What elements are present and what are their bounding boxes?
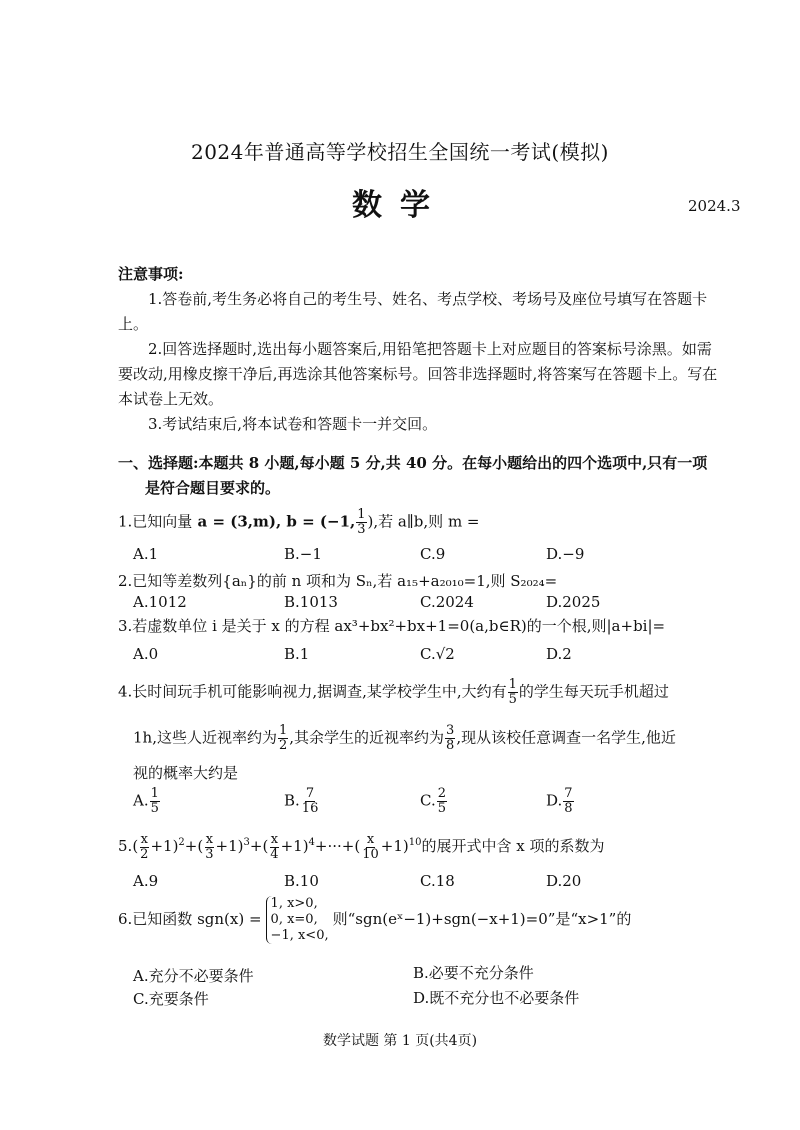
exam-date: 2024.3 — [688, 197, 741, 215]
q5-t1-sep: + — [184, 837, 198, 855]
q4-line2-a: 1h,这些人近视率约为 — [133, 728, 277, 747]
q4-opt-a-label: A. — [133, 791, 149, 810]
q5-t2-close: +1) — [215, 837, 244, 855]
q4-opt-d-label: D. — [546, 791, 563, 810]
q6-case-2: 0, x=0, — [270, 912, 318, 927]
q1-pre: 1.已知向量 — [118, 512, 193, 531]
q2-option-c: C.2024 — [420, 593, 474, 611]
q4-f1-den: 5 — [508, 692, 517, 707]
section-heading-line1: 一、选择题:本题共 8 小题,每小题 5 分,共 40 分。在每小题给出的四个选项中,只有一项 — [118, 454, 708, 472]
q5-t2-den: 3 — [205, 846, 214, 862]
q4-opt-b-label: B. — [284, 791, 300, 810]
q4-opt-d-num: 7 — [564, 786, 573, 801]
q6-case-1: 1, x>0, — [270, 896, 318, 911]
notice-item-1: 1.答卷前,考生务必将自己的考生号、姓名、考点学校、考场号及座位号填写在答题卡上。 — [118, 290, 708, 333]
q5-t4-close: +1) — [380, 837, 409, 855]
q1-option-c: C.9 — [420, 545, 446, 563]
q3-option-d: D.2 — [546, 645, 572, 663]
q5-term-1 — [132, 831, 198, 862]
q5-term-4 — [354, 831, 422, 862]
q4-opt-a-frac — [150, 787, 160, 816]
q4-f2-den: 2 — [278, 738, 288, 753]
q5-t1-num: x — [140, 831, 148, 847]
q4-opt-b-frac — [301, 787, 320, 816]
q5-t1-exp: 2 — [178, 837, 185, 848]
question-5 — [118, 832, 604, 862]
q4-opt-b-den: 16 — [301, 801, 319, 816]
q5-t3-close: +1) — [280, 837, 309, 855]
q5-t3-den: 4 — [270, 846, 279, 862]
q5-t2-open: ( — [197, 837, 204, 855]
q4-line2-b: ,其余学生的近视率约为 — [289, 728, 445, 747]
q1-vectors: a = (3,m), b = (−1, — [192, 512, 356, 531]
q4-f2-num: 1 — [278, 723, 288, 738]
q1-frac-den: 3 — [357, 522, 366, 537]
q1-option-a: A.1 — [133, 545, 159, 563]
q5-t3-open: ( — [262, 837, 269, 855]
q5-t3-frac — [269, 833, 279, 862]
section-heading-line2: 是符合题目要求的。 — [145, 479, 281, 497]
q6-post: 则“sgn(eˣ−1)+sgn(−x+1)=0”是“x>1”的 — [332, 910, 632, 928]
q5-option-a: A.9 — [133, 872, 159, 890]
q4-opt-d-den: 8 — [564, 801, 573, 816]
q5-t4-open: ( — [354, 837, 361, 855]
notice-item-3: 3.考试结束后,将本试卷和答题卡一并交回。 — [148, 415, 438, 433]
q5-t3-sep: +···+ — [314, 837, 355, 855]
q1-option-d: D.−9 — [546, 545, 585, 563]
q4-opt-a-num: 1 — [150, 786, 159, 801]
q5-t2-num: x — [205, 831, 214, 847]
q5-option-d: D.20 — [546, 872, 582, 890]
q4-line1-post: 的学生每天玩手机超过 — [518, 682, 669, 701]
q4-opt-c-frac — [437, 787, 447, 816]
q2-option-a: A.1012 — [133, 593, 187, 611]
q5-t3-num: x — [270, 831, 279, 847]
q5-t2-exp: 3 — [243, 837, 250, 848]
q1-fraction — [356, 508, 366, 537]
q4-f1-num: 1 — [508, 677, 517, 692]
q4-opt-c-num: 2 — [437, 786, 446, 801]
q4-option-d — [546, 787, 575, 816]
question-4-line2 — [133, 724, 676, 753]
q5-option-b: B.10 — [284, 872, 319, 890]
q4-fraction-3 — [445, 724, 455, 753]
notice-heading: 注意事项: — [118, 265, 184, 283]
subject-heading: 数学 — [352, 188, 448, 223]
q3-option-b: B.1 — [284, 645, 310, 663]
question-4-line1 — [118, 678, 669, 707]
q6-pre: 6.已知函数 sgn(x) = — [118, 910, 262, 928]
q5-term-2 — [197, 831, 263, 862]
q5-t1-close: +1) — [150, 837, 179, 855]
q1-frac-num: 1 — [357, 507, 366, 522]
q5-suffix: 的展开式中含 x 项的系数为 — [421, 837, 605, 855]
q5-term-3 — [262, 831, 355, 862]
exam-title: 2024年普通高等学校招生全国统一考试(模拟) — [190, 140, 609, 164]
q4-f3-den: 8 — [446, 738, 455, 753]
q6-piecewise-cases — [266, 896, 329, 944]
q6-option-c: C.充要条件 — [133, 990, 209, 1008]
q6-option-d: D.既不充分也不必要条件 — [413, 989, 580, 1007]
q4-fraction-2 — [278, 724, 288, 753]
q6-option-b: B.必要不充分条件 — [413, 964, 534, 982]
q5-option-c: C.18 — [420, 872, 455, 890]
q5-t3-exp: 4 — [308, 837, 315, 848]
question-6 — [118, 896, 631, 944]
question-2: 2.已知等差数列{aₙ}的前 n 项和为 Sₙ,若 a₁₅+a₂₀₁₀=1,则 S₂₀₂₄= — [118, 572, 558, 590]
q6-option-a: A.充分不必要条件 — [133, 967, 254, 985]
page-footer: 数学试题 第 1 页(共4页) — [322, 1033, 478, 1049]
notice-block — [118, 262, 718, 437]
question-4-line3: 视的概率大约是 — [133, 764, 239, 782]
q5-t1-den: 2 — [140, 846, 149, 862]
q4-line2-c: ,现从该校任意调查一名学生,他近 — [456, 728, 676, 747]
q4-f3-num: 3 — [446, 723, 455, 738]
question-3: 3.若虚数单位 i 是关于 x 的方程 ax³+bx²+bx+1=0(a,b∈R)的一个根,则|a+bi|= — [118, 617, 666, 635]
q6-case-3: −1, x<0, — [270, 928, 329, 943]
q4-line1-pre: 4.长时间玩手机可能影响视力,据调查,某学校学生中,大约有 — [118, 682, 507, 701]
q1-post: ),若 a∥b,则 m = — [367, 512, 480, 531]
q4-option-a — [133, 787, 161, 816]
q4-option-b — [284, 787, 320, 816]
q4-opt-b-num: 7 — [305, 786, 315, 801]
q2-option-d: D.2025 — [546, 593, 601, 611]
question-1 — [118, 508, 480, 537]
q4-opt-c-den: 5 — [437, 801, 446, 816]
q5-t1-frac — [139, 833, 149, 862]
q5-t4-frac — [361, 833, 380, 862]
q4-opt-d-frac — [563, 787, 573, 816]
q5-t4-num: x — [366, 831, 375, 847]
q3-option-c: C.√2 — [420, 645, 455, 663]
q2-option-b: B.1013 — [284, 593, 338, 611]
q5-t1-open: ( — [132, 837, 139, 855]
q5-t2-sep: + — [249, 837, 263, 855]
q5-prefix: 5. — [118, 837, 133, 855]
q3-option-a: A.0 — [133, 645, 159, 663]
q4-opt-c-label: C. — [420, 791, 436, 810]
q5-t4-den: 10 — [362, 846, 379, 862]
notice-item-2: 2.回答选择题时,选出每小题答案后,用铅笔把答题卡上对应题目的答案标号涂黑。如需要改动,用橡皮擦干净后,再选涂其他答案标号。回答非选择题时,将答案写在答题卡上。写在本试卷上无效。 — [118, 340, 718, 408]
q4-opt-a-den: 5 — [150, 801, 159, 816]
q1-option-b: B.−1 — [284, 545, 322, 563]
q4-option-c — [420, 787, 448, 816]
q4-fraction-1 — [508, 678, 518, 707]
q5-t2-frac — [204, 833, 214, 862]
q5-t4-exp: 10 — [408, 837, 422, 848]
